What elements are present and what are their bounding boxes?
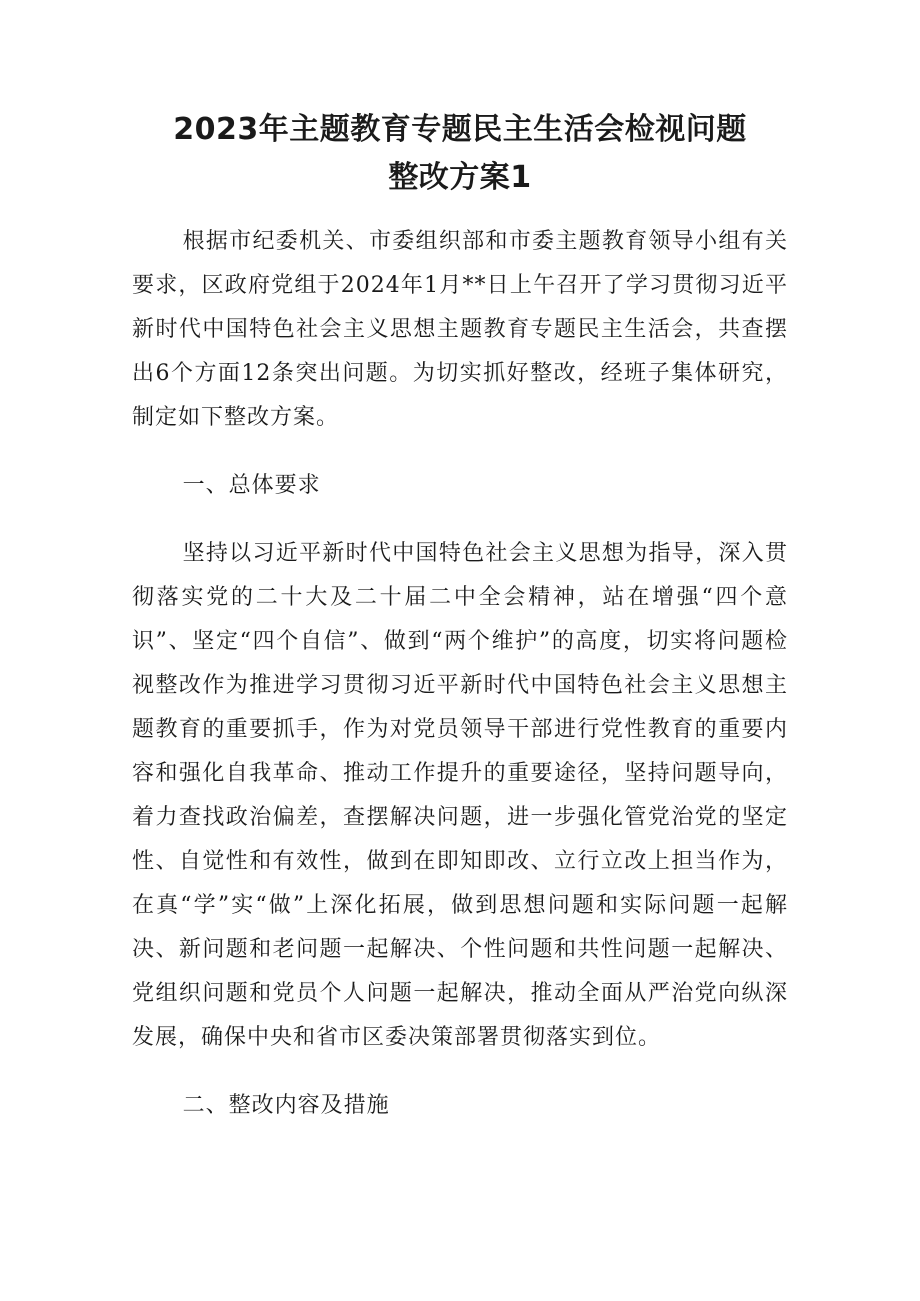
section-1-body: 坚持以习近平新时代中国特色社会主义思想为指导，深入贯彻落实党的二十大及二十届二中全会精神，站在增强“四个意识”、坚定“四个自信”、做到“两个维护”的高度，切实将问题检视整改作为推进学习贯彻习近平新时代中国特色社会主义思想主题教育的重要抓手，作为对党员领导干部进行党性教育的重要内容和强化自我革命、推动工作提升的重要途径，坚持问题导向，着力查找政治偏差，查摆解决问题，进一步强化管党治党的坚定性、自觉性和有效性，做到在即知即改、立行立改上担当作为，在真“学”实“做”上深化拓展，做到思想问题和实际问题一起解决、新问题和老问题一起解决、个性问题和共性问题一起解决、党组织问题和党员个人问题一起解决，推动全面从严治党向纵深发展，确保中央和省市区委决策部署贯彻落实到位。 [132,541,788,1050]
intro-paragraph: 根据市纪委机关、市委组织部和市委主题教育领导小组有关要求，区政府党组于2024年1月**日上午召开了学习贯彻习近平新时代中国特色社会主义思想主题教育专题民主生活会，共查摆出6个方面12条突出问题。为切实抓好整改，经班子集体研究，制定如下整改方案。 [132,229,788,430]
section-1-heading: 一、总体要求 [182,473,321,498]
document-title [132,106,788,202]
title-line-2: 整改方案1 [388,160,532,195]
section-2-heading: 二、整改内容及措施 [182,1093,390,1118]
title-line-1: 2023年主题教育专题民主生活会检视问题 [173,112,747,147]
